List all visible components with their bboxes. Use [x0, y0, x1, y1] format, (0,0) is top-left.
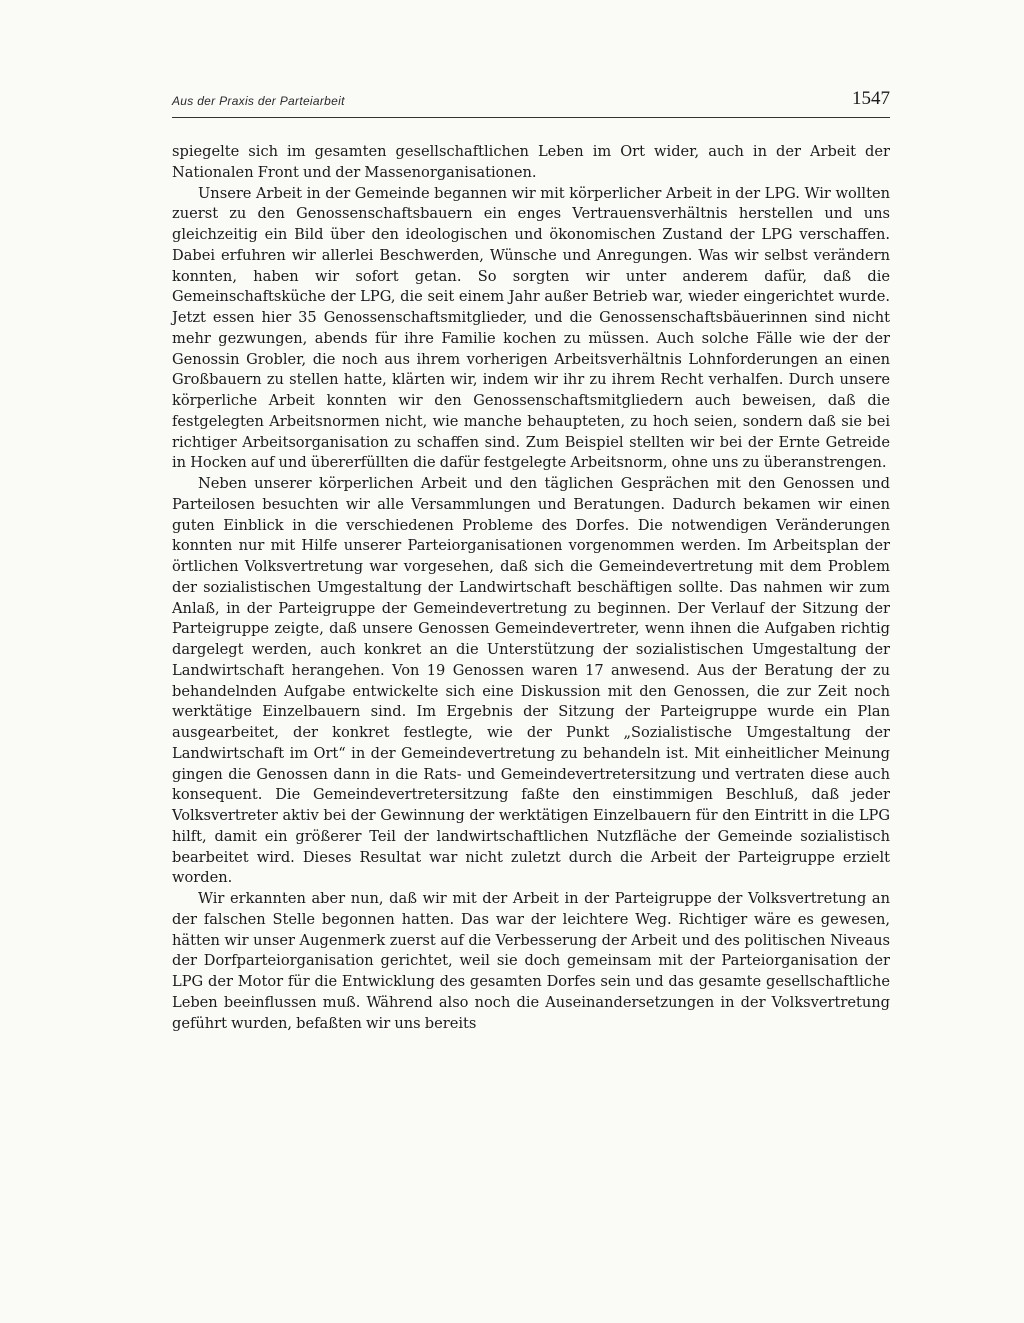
running-head: Aus der Praxis der Parteiarbeit: [172, 94, 345, 108]
paragraph: spiegelte sich im gesamten gesellschaftlichen Leben im Ort wider, auch in der Arbeit der Nationalen Front und der Massenorganisationen.: [172, 143, 890, 181]
paragraph: Neben unserer körperlichen Arbeit und den täglichen Gesprächen mit den Genossen und Parteilosen besuchten wir alle Versammlungen und Beratungen. Dadurch bekamen wir einen guten Einblick in die verschiedenen Probleme des Dorfes. Die notwendigen Veränderungen konnten nur mit Hilfe unserer Parteiorganisationen vorgenommen werden. Im Arbeitsplan der örtlichen Volksvertretung war vorgesehen, daß sich die Gemeindevertretung mit dem Problem der sozialistischen Umgestaltung der Landwirtschaft beschäftigen sollte. Das nahmen wir zum Anlaß, in der Parteigruppe der Gemeindevertretung zu beginnen. Der Verlauf der Sitzung der Parteigruppe zeigte, daß unsere Genossen Gemeindevertreter, wenn ihnen die Aufgaben richtig dargelegt werden, auch konkret an die Unterstützung der sozialistischen Umgestaltung der Landwirtschaft herangehen. Von 19 Genossen waren 17 anwesend. Aus der Beratung der zu behandelnden Aufgabe entwickelte sich eine Diskussion mit den Genossen, die zur Zeit noch werktätige Einzelbauern sind. Im Ergebnis der Sitzung der Parteigruppe wurde ein Plan ausgearbeitet, der konkret festlegte, wie der Punkt „Sozialistische Umgestaltung der Landwirtschaft im Ort“ in der Gemeindevertretung zu behandeln ist. Mit einheitlicher Meinung gingen die Genossen dann in die Rats- und Gemeindevertretersitzung und vertraten diese auch konsequent. Die Gemeindevertretersitzung faßte den einstimmigen Beschluß, daß jeder Volksvertreter aktiv bei der Gewinnung der werktätigen Einzelbauern für den Eintritt in die LPG hilft, damit ein größerer Teil der landwirtschaftlichen Nutzfläche der Gemeinde sozialistisch bearbeitet wird. Dieses Resultat war nicht zuletzt durch die Arbeit der Parteigruppe erzielt worden.: [172, 475, 890, 887]
page-number: 1547: [852, 88, 890, 109]
paragraph: Unsere Arbeit in der Gemeinde begannen wir mit körperlicher Arbeit in der LPG. Wir wollten zuerst zu den Genossenschaftsbauern ein enges Vertrauensverhältnis herstellen und uns gleichzeitig ein Bild über den ideologischen und ökonomischen Zustand der LPG verschaffen. Dabei erfuhren wir allerlei Beschwerden, Wünsche und Anregungen. Was wir selbst verändern konnten, haben wir sofort getan. So sorgten wir unter anderem dafür, daß die Gemeinschaftsküche der LPG, die seit einem Jahr außer Betrieb war, wieder eingerichtet wurde. Jetzt essen hier 35 Genossenschaftsmitglieder, und die Genossenschaftsbäuerinnen sind nicht mehr gezwungen, abends für ihre Familie kochen zu müssen. Auch solche Fälle wie der der Genossin Grobler, die noch aus ihrem vorherigen Arbeitsverhältnis Lohnforderungen an einen Großbauern zu stellen hatte, klärten wir, indem wir ihr zu ihrem Recht verhalfen. Durch unsere körperliche Arbeit konnten wir den Genossenschaftsmitgliedern auch beweisen, daß die festgelegten Arbeitsnormen nicht, wie manche behaupteten, zu hoch seien, sondern daß sie bei richtiger Arbeitsorganisation zu schaffen sind. Zum Beispiel stellten wir bei der Ernte Getreide in Hocken auf und übererfüllten die dafür festgelegte Arbeitsnorm, ohne uns zu überanstrengen.: [172, 184, 890, 472]
body-text: [172, 142, 890, 1034]
paragraph: Wir erkannten aber nun, daß wir mit der Arbeit in der Parteigruppe der Volksvertretung an der falschen Stelle begonnen hatten. Das war der leichtere Weg. Richtiger wäre es gewesen, hätten wir unser Augenmerk zuerst auf die Verbesserung der Arbeit und des politischen Niveaus der Dorfparteiorganisation gerichtet, weil sie doch gemeinsam mit der Parteiorganisation der LPG der Motor für die Entwicklung des gesamten Dorfes sein und das gesamte gesellschaftliche Leben beeinflussen muß. Während also noch die Auseinandersetzungen in der Volksvertretung geführt wurden, befaßten wir uns bereits: [172, 890, 890, 1032]
header-rule: [172, 117, 890, 118]
page-header: [172, 88, 890, 114]
